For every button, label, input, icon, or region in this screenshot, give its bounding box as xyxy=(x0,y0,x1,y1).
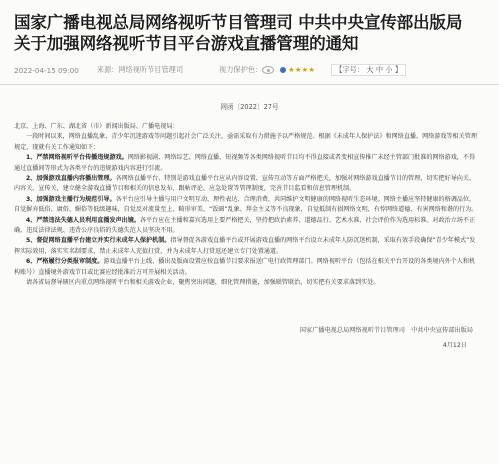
rating-stars-icon: ★★★★ xyxy=(288,66,316,74)
article-source: 来源：网络视听节目管理司 xyxy=(96,65,184,74)
paragraph: 请各省局督导辖区内重点网络视听平台和相关游戏企业，聚焦突出问题，细化管理措施，加强联管联治，切实把有关要求落到实处。 xyxy=(26,279,380,287)
font-size-selector: 【字号： 大 中 小 】 xyxy=(331,64,406,76)
paragraph: 一段时间以来，网络直播乱象、青少年沉迷游戏等问题引起社会广泛关注，亟需采取有力措施予以严格规范。根据《未成年人保护法》和网络直播、网络游戏等相关管理规定，现就有关工作通知如下： xyxy=(14,133,477,151)
font-size-medium-button[interactable]: 中 xyxy=(375,65,384,74)
signature-organizations: 国家广播电视总局网络视听节目管理司 中共中央宣传部出版局 xyxy=(299,326,473,334)
font-size-small-button[interactable]: 小 xyxy=(385,65,393,74)
paragraph: 5、督促网络直播平台建立并实行未成年人保护机制。指导督促各游戏直播平台或开展游戏直播的网络平台设立未成年人防沉迷机制，采取有效手段确保“青少年模式”发挥实际效用，落实实名制要求，禁止未成年人充值打赏，并为未成年人打赏返还建立专门处置通道。 xyxy=(14,237,476,255)
eye-icon[interactable] xyxy=(262,66,274,74)
divider xyxy=(0,84,499,85)
article-meta-bar xyxy=(14,64,485,76)
paragraph: 3、加强游戏主播行为规范引导。各平台应引导主播与用户文明互动、理性表达、合理消费，共同维护文明健康的网络视听生态环境。网络主播应坚持健康的格调品位，自觉摒弃低俗、庸俗、媚俗等低级趣味，自觉反对流量至上、畸形审美、“饭圈”乱象、拜金主义等不良现象，自觉抵制有损网络文明、有悖网络道德、有害网络和谐的行为。 xyxy=(14,195,478,214)
addressee-line: 北京、上海、广东、湖北省（市）新闻出版局、广播电视局： xyxy=(14,123,179,130)
paragraph: 6、严格履行分类报审制度。游戏直播平台上线、播出及版面设置应按直播节目要求报送广电行政管理部门。网络视听平台（包括在相关平台开设的各类境内外个人和机构账号）直播境外游戏节目或比赛应经批准后方可开展相关活动。 xyxy=(14,258,476,276)
document-number: 网函〔2022〕27号 xyxy=(220,103,279,111)
publish-date: 2022-04-15 09:00 xyxy=(14,65,79,75)
article-title-line-2: 关于加强网络视听节目平台游戏直播管理的通知 xyxy=(14,34,359,53)
article-body xyxy=(14,122,485,289)
signature-date: 4月12日 xyxy=(442,341,467,349)
paragraph: 1、严禁网络视听平台传播违规游戏。网络影视剧、网络综艺、网络直播、短视频等各类网络视听节目均不得直接或者变相宣传推广未经主管部门批准的网络游戏，不得通过直播间等形式为各类平台的违规游戏内容进行引流。 xyxy=(14,154,476,172)
vision-protection-label: 视力保护色： xyxy=(219,65,263,74)
font-size-large-button[interactable]: 大 xyxy=(366,65,374,74)
eye-protect-color-icon[interactable] xyxy=(280,67,286,73)
article-title-line-1: 国家广播电视总局网络视听节目管理司 中共中央宣传部出版局 xyxy=(14,13,463,32)
paragraph: 4、严禁违法失德人员利用直播发声出镜。各平台应在主播和嘉宾选用上要严格把关，坚持把政治素养、道德品行、艺术水准、社会评价作为选用标准。对政治立场不正确、违反法律法规、违背公序良俗的失德失范人员坚决不用。 xyxy=(14,216,476,235)
paragraph: 2、加强游戏直播内容播出管理。各网络直播平台，特别是游戏直播平台应从内容设置、宣传互动等方面严格把关，加强对网络游戏直播节目的管理，切实把好导向关、内容关、宣传关，建立健全游戏直播节目和相关的信息发布、跟帖评论、应急处置等管理制度，完善节目监看和信息管理机制。 xyxy=(14,175,476,193)
